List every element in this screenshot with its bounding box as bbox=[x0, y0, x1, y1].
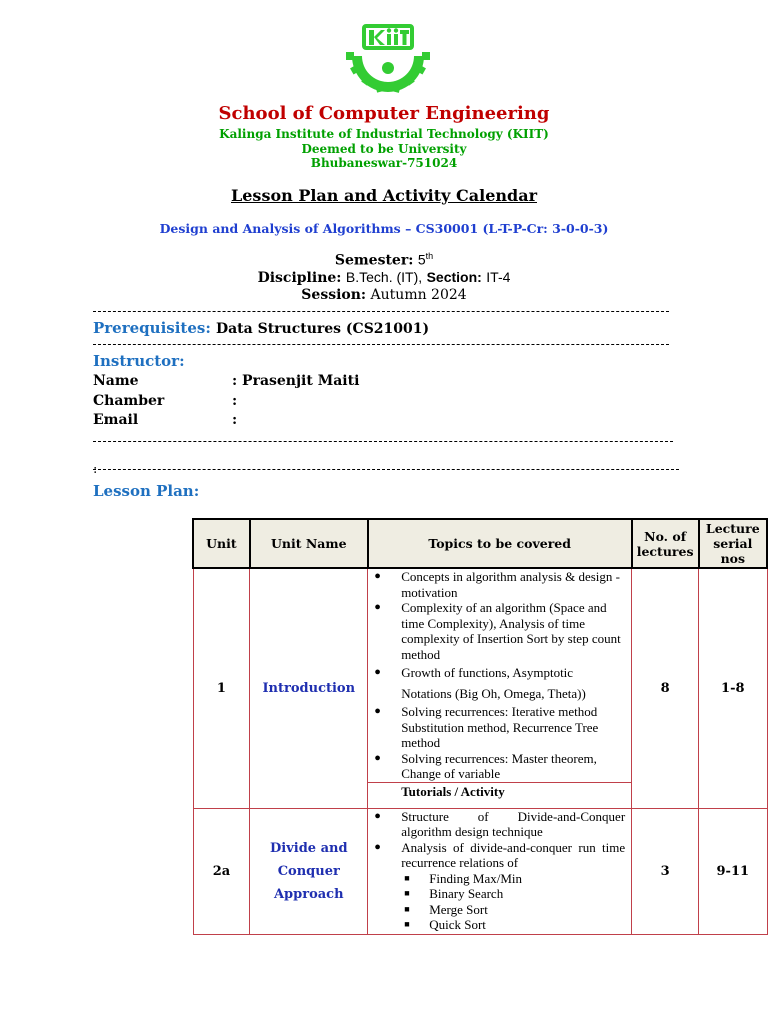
discipline-line bbox=[0, 269, 768, 286]
header-serial: Lecture serial nos bbox=[699, 519, 767, 568]
school-name: School of Computer Engineering bbox=[218, 103, 550, 124]
list-item: ● Analysis of divide-and-conquer run time recurrence relations of bbox=[374, 839, 626, 870]
lectures-cell: 8 bbox=[632, 568, 699, 808]
topic-text: Solving recurrences: Iterative method Substitution method, Recurrence Tree method bbox=[401, 704, 599, 750]
session-label: Session: bbox=[301, 287, 367, 303]
list-item: ● Complexity of an algorithm (Space and time Complexity), Analysis of time complexity of Insertion Sort by step count method bbox=[374, 600, 621, 662]
topics-cell bbox=[368, 568, 632, 808]
serial-cell: 1-8 bbox=[699, 568, 767, 808]
course-title: Design and Analysis of Algorithms – CS30001 (L-T-P-Cr: 3-0-0-3) bbox=[159, 221, 609, 236]
session-value: Autumn 2024 bbox=[370, 287, 467, 303]
header-lectures: No. of lectures bbox=[632, 519, 699, 568]
list-item: ■ Finding Max/Min bbox=[404, 870, 523, 886]
institute-name: Kalinga Institute of Industrial Technology (KIIT) bbox=[219, 127, 549, 141]
instructor-heading: Instructor: bbox=[93, 352, 185, 370]
instructor-name-label: Name bbox=[93, 373, 139, 389]
header-topics: Topics to be covered bbox=[368, 519, 632, 568]
instructor-name-value: : Prasenjit Maiti bbox=[232, 373, 360, 389]
serial-cell: 9-11 bbox=[699, 808, 767, 934]
section-label: Section: bbox=[426, 269, 482, 285]
prerequisites-label: Prerequisites: bbox=[93, 319, 211, 337]
divider bbox=[93, 441, 673, 442]
instructor-chamber-value: : bbox=[232, 393, 238, 409]
kiit-logo bbox=[340, 22, 436, 96]
semester-sup: th bbox=[425, 251, 434, 261]
table-row bbox=[193, 808, 767, 934]
section-value: IT-4 bbox=[486, 269, 511, 285]
city-text: Bhubaneswar-751024 bbox=[310, 156, 458, 170]
unit-name-cell: Divide and Conquer Approach bbox=[250, 808, 368, 934]
list-item: ■ Merge Sort bbox=[404, 901, 488, 917]
unit-name-cell: Introduction bbox=[250, 568, 368, 808]
discipline-value: B.Tech. (IT), bbox=[345, 269, 423, 285]
lesson-plan-heading: Lesson Plan: bbox=[93, 482, 200, 500]
subtopic-text: Quick Sort bbox=[429, 917, 486, 932]
divider bbox=[93, 344, 669, 345]
tutorial-activity: Tutorials / Activity bbox=[368, 782, 631, 803]
list-item: ● Solving recurrences: Iterative method Substitution method, Recurrence Tree method bbox=[374, 704, 599, 750]
instructor-email-label: Email bbox=[93, 412, 139, 428]
semester-line bbox=[0, 251, 768, 269]
topics-cell bbox=[368, 808, 632, 934]
semester-label: Semester: bbox=[334, 252, 414, 269]
topic-text: Solving recurrences: Master theorem, Change of variable bbox=[401, 750, 597, 781]
discipline-label: Discipline: bbox=[257, 270, 342, 286]
list-item: ■ Binary Search bbox=[404, 886, 504, 901]
table-row bbox=[193, 568, 767, 808]
prerequisites bbox=[93, 318, 429, 337]
list-item: ● Concepts in algorithm analysis & design - motivation bbox=[374, 569, 620, 600]
document-title: Lesson Plan and Activity Calendar bbox=[231, 186, 537, 205]
list-item: ● Solving recurrences: Master theorem, Change of variable bbox=[374, 750, 597, 781]
divider bbox=[93, 469, 679, 470]
topic-text: Complexity of an algorithm (Space and time Complexity), Analysis of time complexity of Insertion Sort by step count method bbox=[401, 600, 621, 662]
list-item: ● Growth of functions, Asymptotic Notations (Big Oh, Omega, Theta)) bbox=[374, 665, 586, 701]
topic-text: Structure of Divide-and-Conquer algorithm design technique bbox=[401, 808, 626, 839]
unit-cell: 1 bbox=[193, 568, 250, 808]
session-line bbox=[0, 287, 768, 303]
lesson-plan-table bbox=[192, 518, 768, 935]
lectures-cell: 3 bbox=[632, 808, 699, 934]
table-header-row bbox=[193, 519, 767, 568]
topic-text: Concepts in algorithm analysis & design - motivation bbox=[401, 569, 620, 600]
semester-value: 5 bbox=[417, 251, 426, 268]
header-unit-name: Unit Name bbox=[250, 519, 368, 568]
stray-colon: : bbox=[93, 462, 98, 477]
instructor-email-value: : bbox=[232, 412, 238, 428]
subtopic-text: Merge Sort bbox=[429, 901, 488, 917]
list-item: ■ Quick Sort bbox=[404, 917, 486, 932]
subtopic-text: Finding Max/Min bbox=[429, 870, 523, 886]
header-unit: Unit bbox=[193, 519, 250, 568]
topic-text: Growth of functions, Asymptotic Notations (Big Oh, Omega, Theta)) bbox=[401, 665, 586, 701]
divider bbox=[93, 311, 669, 312]
prerequisites-value: Data Structures (CS21001) bbox=[215, 321, 430, 337]
list-item: ● Structure of Divide-and-Conquer algorithm design technique bbox=[374, 808, 626, 839]
instructor-chamber-label: Chamber bbox=[93, 393, 165, 409]
unit-cell: 2a bbox=[193, 808, 250, 934]
topic-text: Analysis of divide-and-conquer run time recurrence relations of bbox=[401, 839, 626, 870]
deemed-text: Deemed to be University bbox=[301, 142, 467, 156]
subtopic-text: Binary Search bbox=[429, 886, 504, 901]
